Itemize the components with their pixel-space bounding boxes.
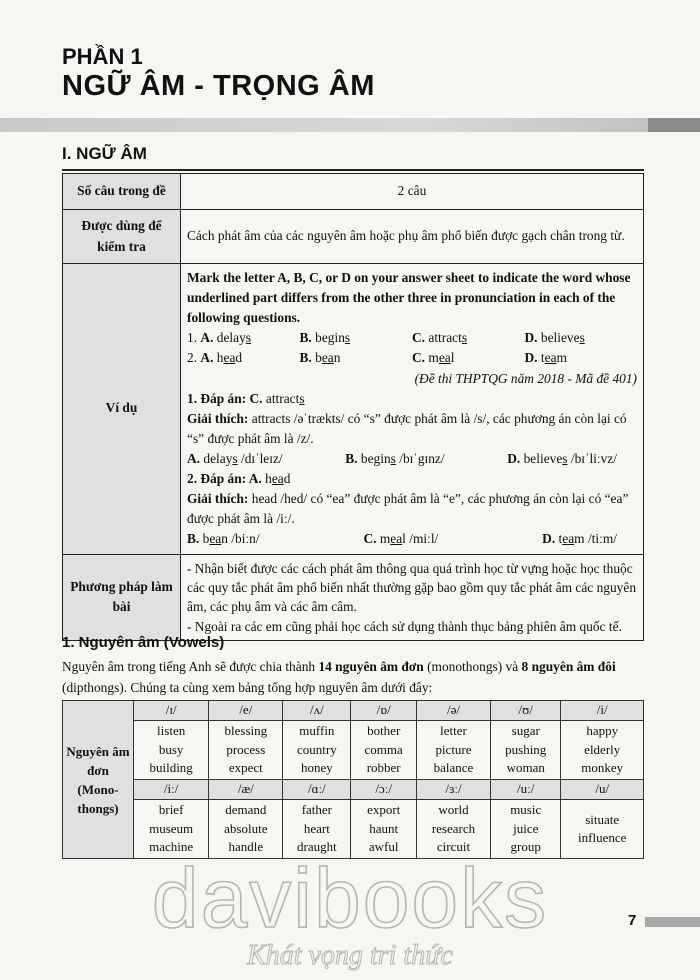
method-content (181, 554, 644, 641)
q2-option-d: D. team (524, 350, 567, 366)
example-word: draught (297, 839, 337, 855)
example-word: demand (225, 802, 267, 818)
q1-option-c: C. attracts (412, 330, 468, 346)
example-word: honey (300, 760, 333, 776)
example-word: awful (368, 839, 399, 855)
example-label: Ví dụ (63, 264, 181, 555)
ans2-opt: B. bean /biːn/ (187, 531, 260, 547)
page-number: 7 (628, 912, 637, 929)
example-word: picture (435, 741, 472, 757)
example-word: expect (228, 760, 263, 776)
ans1-opt: A. delays /dɪˈleɪz/ (187, 450, 283, 466)
example-word: circuit (436, 839, 471, 855)
example-row (63, 264, 644, 555)
count-row (63, 174, 644, 210)
vowel-symbol: /uː/ (491, 780, 561, 800)
vowel-words-cell (209, 721, 283, 780)
vowel-words-cell (283, 721, 351, 780)
example-word: happy (586, 723, 619, 739)
info-table (62, 173, 644, 641)
example-word: research (431, 820, 476, 836)
vowel-symbol: /ɪ/ (134, 701, 209, 721)
vowel-table (62, 700, 644, 859)
explanation-1: Giải thích: attracts /əˈtrækts/ có “s” được phát âm là /s/, các phương án còn lại có “s” được phát âm là /z/. (187, 410, 627, 446)
example-word: export (367, 802, 401, 818)
ans1-opt: D. believes /bɪˈliːvz/ (507, 450, 617, 466)
q1-option-a: 1. A. delays (187, 330, 252, 346)
example-word: brief (158, 802, 184, 818)
vowel-symbol: /iː/ (134, 780, 209, 800)
q2-option-c: C. meal (412, 350, 455, 366)
vowel-words-row (63, 721, 644, 780)
example-word: machine (149, 839, 194, 855)
example-word: sugar (511, 723, 540, 739)
vowel-words-cell (416, 721, 490, 780)
question-1 (187, 328, 637, 348)
example-word: music (510, 802, 542, 818)
example-word: comma (364, 741, 403, 757)
vowel-words-cell (134, 721, 209, 780)
method-text-1: - Nhận biết được các cách phát âm thông qua quá trình học từ vựng hoặc học thuộc các quy tắc phát âm phổ biến nhất thường gặp bao gồm quy tắc phát âm các nguyên âm, các phụ âm và các âm câm. (187, 560, 637, 615)
vowel-symbol: /ɑː/ (283, 780, 351, 800)
example-word: country (297, 741, 337, 757)
side-label-line: Nguyên âm đơn (66, 743, 130, 778)
example-word: monkey (581, 760, 624, 776)
example-content (181, 264, 644, 555)
part-label: PHẦN 1 (62, 44, 143, 69)
count-value: 2 câu (181, 174, 644, 210)
section-title: I. NGỮ ÂM (62, 144, 147, 163)
q1-option-b: B. begins (299, 330, 351, 346)
purpose-text: Cách phát âm của các nguyên âm hoặc phụ âm phổ biến được gạch chân trong từ. (181, 210, 644, 264)
vowel-words-cell (491, 721, 561, 780)
vowel-symbol: /ɔː/ (351, 780, 417, 800)
section-rule (62, 169, 644, 171)
count-label: Số câu trong đề (63, 174, 181, 210)
vowels-intro: Nguyên âm trong tiếng Anh sẽ được chia thành 14 nguyên âm đơn (monothongs) và 8 nguyên âm đôi (dipthongs). Chúng ta cùng xem bảng tổng hợp nguyên âm dưới đây: (62, 659, 616, 695)
page-number-bar (645, 917, 700, 927)
explanation-2: Giải thích: head /hed/ có “ea” được phát âm là “e”, các phương án còn lại có “ea” được phát âm là /iː/. (187, 491, 629, 527)
example-word: handle (228, 839, 264, 855)
question-2 (187, 348, 637, 368)
vowel-symbol: /ɒ/ (351, 701, 417, 721)
vowel-symbol: /ə/ (416, 701, 490, 721)
vowel-symbol: /ɜː/ (416, 780, 490, 800)
header-band (0, 118, 700, 132)
example-word: juice (513, 820, 539, 836)
vowel-symbol: /e/ (209, 701, 283, 721)
answer-1: 1. Đáp án: C. attracts (187, 390, 305, 406)
instruction: Mark the letter A, B, C, or D on your answer sheet to indicate the word whose underlined part differs from the other three in pronunciation in each of the following questions. (187, 270, 631, 326)
part-title: NGỮ ÂM - TRỌNG ÂM (62, 70, 375, 102)
vowel-symbol: /i/ (561, 701, 644, 721)
vowel-symbol-row (63, 780, 644, 800)
example-word: group (510, 839, 541, 855)
example-word: absolute (224, 820, 268, 836)
exam-source: (Đề thi THPTQG năm 2018 - Mã đề 401) (414, 370, 637, 386)
example-word: haunt (369, 820, 399, 836)
vowel-symbol-row (63, 701, 644, 721)
example-word: muffin (299, 723, 335, 739)
example-word: elderly (584, 741, 621, 757)
example-word: busy (158, 741, 184, 757)
example-word: woman (506, 760, 545, 776)
vowels-title: 1. Nguyên âm (Vowels) (62, 634, 225, 651)
example-word: pushing (505, 741, 547, 757)
example-word: bother (367, 723, 401, 739)
q1-option-d: D. believes (524, 330, 585, 346)
example-word: process (226, 741, 266, 757)
example-word: blessing (224, 723, 268, 739)
vowel-symbol: /æ/ (209, 780, 283, 800)
example-word: influence (578, 830, 627, 845)
method-text-2: - Ngoài ra các em cũng phải học cách sử dụng thành thục bảng phiên âm quốc tế. (187, 618, 622, 634)
method-row (63, 554, 644, 641)
header-band-tab (648, 118, 700, 132)
method-label: Phương pháp làm bài (63, 554, 181, 641)
q2-option-b: B. bean (299, 350, 341, 366)
slogan-watermark: Khát vọng tri thức (247, 940, 453, 971)
purpose-label: Được dùng để kiểm tra (63, 210, 181, 264)
q2-option-a: 2. A. head (187, 350, 243, 366)
side-label-line: (Mono-thongs) (77, 781, 119, 816)
example-word: father (301, 802, 333, 818)
example-word: letter (440, 723, 467, 739)
example-word: situate (585, 811, 620, 827)
example-word: building (149, 760, 193, 776)
example-word: balance (433, 760, 474, 776)
vowel-symbol: /ʊ/ (491, 701, 561, 721)
example-word: museum (149, 820, 194, 836)
vowel-symbol: /u/ (561, 780, 644, 800)
vowel-words-cell (351, 721, 417, 780)
vowel-side-label (63, 701, 134, 859)
purpose-row (63, 210, 644, 264)
example-word: listen (157, 723, 186, 739)
answer-2: 2. Đáp án: A. head (187, 471, 291, 487)
example-word: robber (366, 760, 401, 776)
ans1-opt: B. begins /bɪˈgɪnz/ (345, 450, 445, 466)
ans2-opt: C. meal /miːl/ (363, 531, 439, 547)
vowel-symbol: /ʌ/ (283, 701, 351, 721)
example-word: world (438, 802, 469, 818)
answer-2-options (187, 529, 637, 549)
brand-watermark: davibooks (151, 851, 549, 945)
vowel-words-cell (561, 721, 644, 780)
example-word: heart (303, 820, 330, 836)
answer-1-options (187, 449, 637, 469)
ans2-opt: D. team /tiːm/ (542, 531, 617, 547)
